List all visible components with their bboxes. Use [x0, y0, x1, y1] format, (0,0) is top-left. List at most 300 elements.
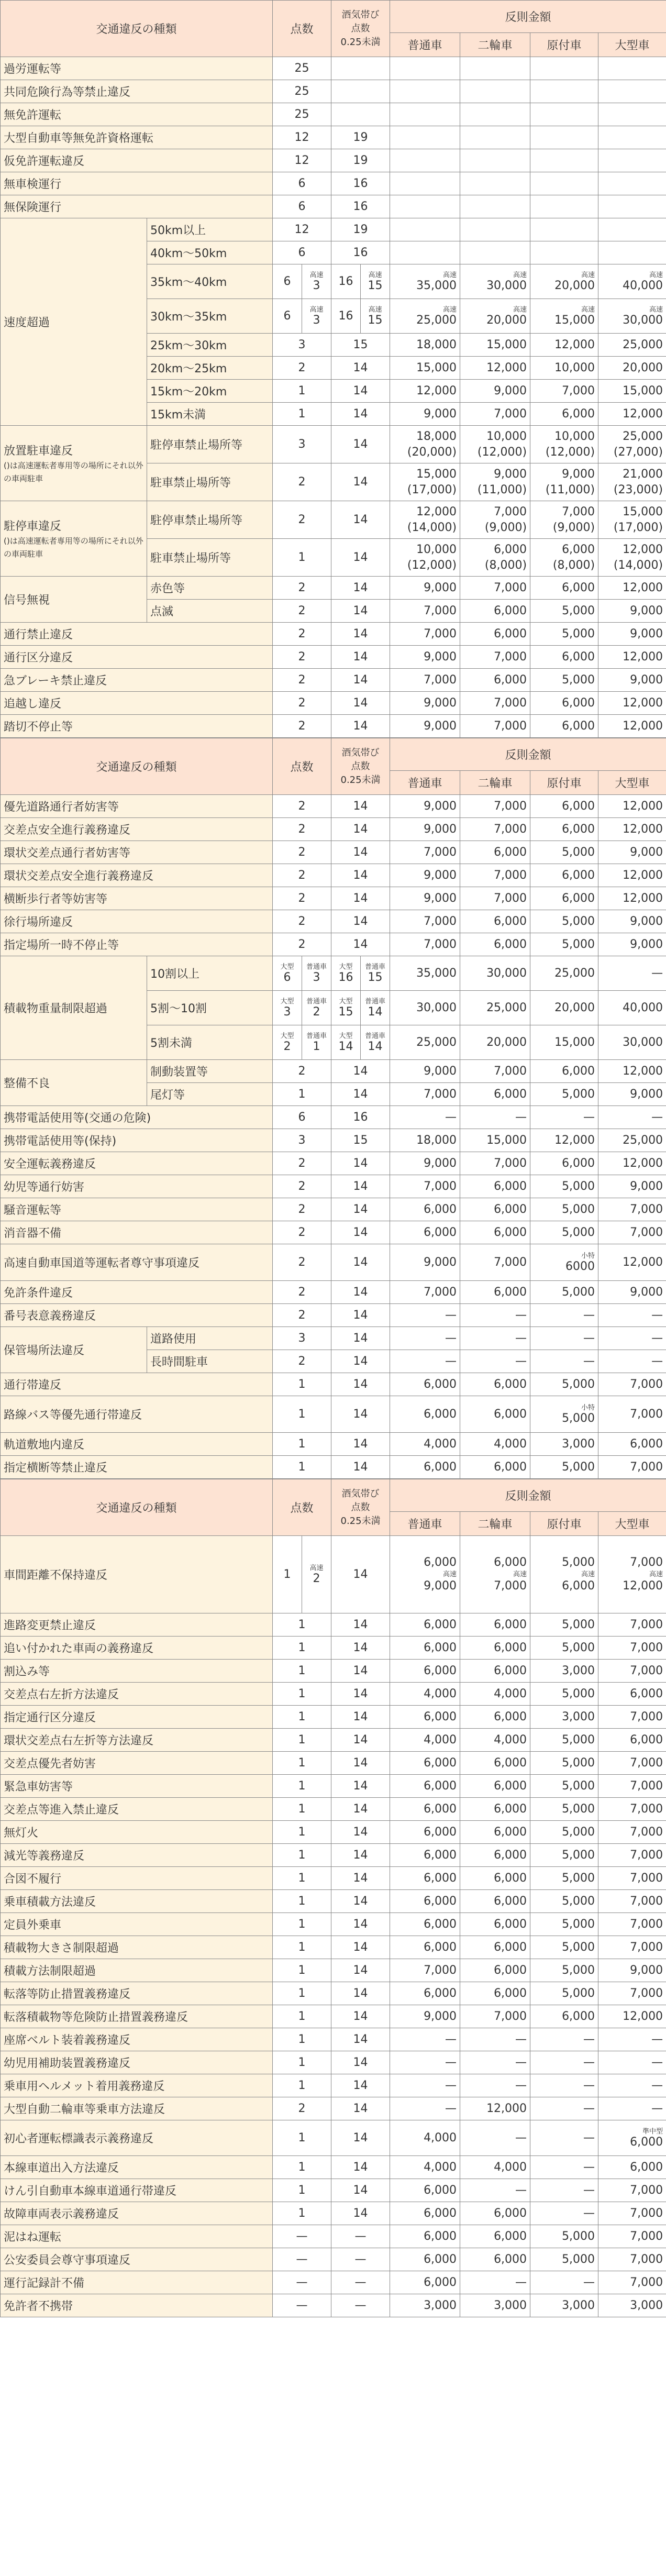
violation-name: 指定横断等禁止違反 — [1, 1456, 273, 1479]
fine-cell: 5,000 — [530, 1959, 598, 1982]
fine-cell: — — [460, 1327, 530, 1350]
fine-cell: 7,000 — [598, 1456, 666, 1479]
drunk-regular-cell: 普通車 15 — [361, 956, 390, 991]
fine-cell — [530, 57, 598, 80]
drunk-points-cell: 14 — [331, 1936, 390, 1959]
fine-cell: 5,000 — [530, 1683, 598, 1706]
fine-cell: 6,000 — [390, 1821, 460, 1844]
violation-name: 幼児等通行妨害 — [1, 1175, 273, 1198]
drunk-points-cell: 14 — [331, 380, 390, 403]
fine-cell: 6,000 — [390, 1936, 460, 1959]
fine-cell: 3,000 — [530, 1660, 598, 1683]
fine-cell: 12,000 — [598, 692, 666, 715]
violation-sub: 5割未満 — [147, 1025, 273, 1060]
table-row — [1, 841, 666, 864]
points-cell: 1 — [273, 1821, 331, 1844]
table-row — [1, 218, 666, 241]
fine-cell: — — [598, 956, 666, 991]
fine-cell — [598, 57, 666, 80]
table-row — [1, 1959, 666, 1982]
fine-cell: 7,000 (9,000) — [460, 501, 530, 539]
table-row — [1, 2202, 666, 2225]
table-row — [1, 1683, 666, 1706]
fine-cell: 12,000 — [598, 864, 666, 887]
drunk-points-cell: 14 — [331, 887, 390, 910]
table-row — [1, 1106, 666, 1129]
fine-cell: 9,000 — [390, 715, 460, 738]
violation-name: 乗車用ヘルメット着用義務違反 — [1, 2074, 273, 2097]
points-cell: 1 — [273, 1433, 331, 1456]
drunk-points-cell: 16 — [331, 241, 390, 264]
violation-sub: 尾灯等 — [147, 1083, 273, 1106]
violation-name: 交差点等進入禁止違反 — [1, 1798, 273, 1821]
drunk-points-cell: 16 — [331, 1106, 390, 1129]
points-cell: 2 — [273, 501, 331, 539]
table-row — [1, 1613, 666, 1637]
table-row — [1, 1175, 666, 1198]
points-cell: 6 — [273, 241, 331, 264]
fine-cell: 6,000 — [598, 2156, 666, 2179]
violation-name: 指定場所一時不停止等 — [1, 933, 273, 956]
drunk-points-cell: — — [331, 2225, 390, 2248]
table-row — [1, 195, 666, 218]
violation-name: 消音器不備 — [1, 1221, 273, 1244]
points-cell: 2 — [273, 715, 331, 738]
header-large: 大型車 — [598, 33, 666, 57]
fine-cell: 6,000 — [460, 1798, 530, 1821]
fine-cell: 小特 6000 — [530, 1244, 598, 1281]
fine-cell: 6,000 — [460, 623, 530, 646]
drunk-points-cell: 14 — [331, 1959, 390, 1982]
points-cell: — — [273, 2294, 331, 2317]
fine-cell: 7,000 — [390, 600, 460, 623]
fine-cell: 4,000 — [390, 1683, 460, 1706]
fine-cell: 7,000 — [390, 1175, 460, 1198]
drunk-points-cell: 16 — [331, 264, 361, 299]
fine-cell: 6,000 — [530, 2005, 598, 2028]
table-row — [1, 1913, 666, 1936]
fine-cell: 5,000 — [530, 841, 598, 864]
table-row — [1, 2097, 666, 2120]
fine-cell: 9,000 (11,000) — [460, 463, 530, 501]
drunk-points-cell: 14 — [331, 600, 390, 623]
drunk-points-cell: 15 — [331, 334, 390, 357]
fine-cell: 9,000 — [390, 818, 460, 841]
fine-cell: — — [598, 2074, 666, 2097]
fine-cell: 6,000 — [460, 1637, 530, 1660]
fine-cell: 高速 15,000 — [530, 299, 598, 334]
drunk-points-cell — [331, 80, 390, 103]
table-row — [1, 2005, 666, 2028]
fine-cell: — — [530, 2051, 598, 2074]
table-row — [1, 172, 666, 195]
fine-cell: 20,000 — [598, 357, 666, 380]
drunk-points-cell: 14 — [331, 818, 390, 841]
violation-name: 乗車積載方法違反 — [1, 1890, 273, 1913]
drunk-points-cell — [331, 57, 390, 80]
table-row — [1, 818, 666, 841]
points-cell: 1 — [273, 1613, 331, 1637]
fine-cell: 7,000 — [598, 1373, 666, 1396]
fine-cell: 9,000 — [390, 577, 460, 600]
fine-cell: 6,000 — [460, 1281, 530, 1304]
fine-cell: 6,000 — [530, 818, 598, 841]
violation-name: 減光等義務違反 — [1, 1844, 273, 1867]
violation-note: ()は高速運転者専用等の場所にそれ以外の車両駐車 — [4, 536, 143, 559]
fine-cell: 6,000 — [530, 795, 598, 818]
fine-cell: 7,000 — [598, 1706, 666, 1729]
fine-cell: 9,000 — [598, 600, 666, 623]
drunk-points-cell: 14 — [331, 2202, 390, 2225]
drunk-points-cell: 14 — [331, 1536, 390, 1613]
points-cell: 1 — [273, 1936, 331, 1959]
header-moto: 二輪車 — [460, 33, 530, 57]
fine-cell: — — [530, 2028, 598, 2051]
drunk-points-cell: 14 — [331, 501, 390, 539]
table-row — [1, 1304, 666, 1327]
violation-sub: 10割以上 — [147, 956, 273, 991]
violation-name: 初心者運転標識表示義務違反 — [1, 2120, 273, 2156]
header-moto: 二輪車 — [460, 771, 530, 795]
fine-cell: 7,000 — [598, 1752, 666, 1775]
table-row — [1, 692, 666, 715]
fine-cell: 4,000 — [460, 1433, 530, 1456]
violation-name: 放置駐車違反 — [4, 445, 73, 458]
points-cell: 2 — [273, 1350, 331, 1373]
table-row — [1, 1281, 666, 1304]
fine-cell: 6,000 — [460, 1175, 530, 1198]
fine-cell — [460, 172, 530, 195]
violation-name: 無免許運転 — [1, 103, 273, 126]
points-cell: 1 — [273, 1396, 331, 1433]
drunk-points-cell: 14 — [331, 933, 390, 956]
fine-cell: 7,000 — [598, 2225, 666, 2248]
fine-cell: 高速 30,000 — [460, 264, 530, 299]
points-cell: 1 — [273, 1637, 331, 1660]
drunk-points-cell: 14 — [331, 910, 390, 933]
violation-name: 大型自動二輪車等乗車方法違反 — [1, 2097, 273, 2120]
fine-cell: — — [530, 2120, 598, 2156]
violation-name: 免許者不携帯 — [1, 2294, 273, 2317]
header-drunk: 酒気帯び 点数 0.25未満 — [331, 738, 390, 795]
fine-cell: — — [530, 1350, 598, 1373]
points-cell: 3 — [273, 1129, 331, 1152]
drunk-points-cell: 14 — [331, 669, 390, 692]
fine-cell: 40,000 — [598, 991, 666, 1025]
header-large: 大型車 — [598, 1512, 666, 1536]
fine-cell: 6,000 — [460, 600, 530, 623]
fine-cell: 6,000 — [390, 1221, 460, 1244]
drunk-points-cell: 14 — [331, 1637, 390, 1660]
fine-cell: 7,000 — [460, 887, 530, 910]
fine-cell: 6,000 — [460, 1913, 530, 1936]
fine-cell: 15,000 (17,000) — [390, 463, 460, 501]
points-cell: 25 — [273, 57, 331, 80]
table-row — [1, 2271, 666, 2294]
points-large-cell: 大型 2 — [273, 1025, 302, 1060]
fine-cell: — — [598, 2097, 666, 2120]
drunk-points-cell: 16 — [331, 299, 361, 334]
fine-cell: 3,000 — [530, 1706, 598, 1729]
fine-cell — [530, 126, 598, 149]
fine-cell: — — [460, 2120, 530, 2156]
drunk-large-cell: 大型 15 — [331, 991, 361, 1025]
violation-name: 合図不履行 — [1, 1867, 273, 1890]
fine-cell: 6,000 — [460, 1752, 530, 1775]
table-row — [1, 669, 666, 692]
violation-sub: 40km～50km — [147, 241, 273, 264]
drunk-points-cell: 14 — [331, 1913, 390, 1936]
fine-cell: 6,000 — [460, 1890, 530, 1913]
header-fine: 反則金額 — [390, 1, 666, 33]
drunk-points-cell: 14 — [331, 1683, 390, 1706]
points-cell: 1 — [273, 403, 331, 426]
fine-cell: 7,000 — [460, 818, 530, 841]
drunk-points-cell: 14 — [331, 1281, 390, 1304]
drunk-points-cell: 14 — [331, 577, 390, 600]
fine-cell: 7,000 — [598, 1936, 666, 1959]
fine-cell: 7,000 — [598, 1613, 666, 1637]
fine-cell: 6,000 — [530, 1060, 598, 1083]
points-large-cell: 大型 3 — [273, 991, 302, 1025]
violation-name: 安全運転義務違反 — [1, 1152, 273, 1175]
drunk-points-cell: 19 — [331, 126, 390, 149]
fine-cell: 7,000 — [390, 1083, 460, 1106]
table-row — [1, 426, 666, 463]
points-cell: 2 — [273, 463, 331, 501]
table-row — [1, 2294, 666, 2317]
fine-cell: 6,000 — [390, 1660, 460, 1683]
fine-cell: 7,000 — [598, 2179, 666, 2202]
fine-cell: 9,000 — [598, 1175, 666, 1198]
fine-cell: 15,000 — [530, 1025, 598, 1060]
drunk-expressway-cell: 高速 15 — [361, 299, 390, 334]
fine-cell: — — [390, 2051, 460, 2074]
violation-name: 仮免許運転違反 — [1, 149, 273, 172]
fine-cell: 5,000 — [530, 669, 598, 692]
points-cell: 2 — [273, 577, 331, 600]
drunk-points-cell: 14 — [331, 1060, 390, 1083]
fine-cell: 12,000 — [598, 403, 666, 426]
fine-cell: — — [460, 1350, 530, 1373]
table-row — [1, 1152, 666, 1175]
points-cell: 25 — [273, 103, 331, 126]
fine-cell: 6,000 — [460, 1959, 530, 1982]
points-cell: 2 — [273, 2097, 331, 2120]
fine-cell: 6,000 — [460, 1660, 530, 1683]
fine-cell: 7,000 — [598, 1821, 666, 1844]
fine-cell: — — [460, 2179, 530, 2202]
fine-cell: 7,000 — [598, 2202, 666, 2225]
drunk-points-cell: 14 — [331, 646, 390, 669]
drunk-points-cell: 14 — [331, 1396, 390, 1433]
points-cell: 1 — [273, 1660, 331, 1683]
drunk-points-cell: 14 — [331, 1867, 390, 1890]
fine-cell: 5,000 — [530, 1281, 598, 1304]
points-cell: 1 — [273, 539, 331, 577]
fine-cell: 6,000 — [460, 841, 530, 864]
fine-cell: 25,000 — [598, 1129, 666, 1152]
fine-cell — [598, 218, 666, 241]
fine-cell: 5,000 — [530, 600, 598, 623]
drunk-points-cell: 14 — [331, 1433, 390, 1456]
fine-cell: 4,000 — [460, 1729, 530, 1752]
fine-cell — [530, 149, 598, 172]
points-cell: 1 — [273, 2120, 331, 2156]
table-row — [1, 1221, 666, 1244]
fine-cell: 7,000 — [598, 1637, 666, 1660]
fine-cell: 7,000 — [390, 910, 460, 933]
fine-cell: 9,000 — [598, 910, 666, 933]
fine-cell: 5,000 — [530, 1373, 598, 1396]
violation-name: 高速自動車国道等運転者尊守事項違反 — [1, 1244, 273, 1281]
fine-cell: 6,000 — [390, 2225, 460, 2248]
fine-cell: 5,000 — [530, 1221, 598, 1244]
violation-name: 大型自動車等無免許資格運転 — [1, 126, 273, 149]
violation-name: 免許条件違反 — [1, 1281, 273, 1304]
fine-cell: 6,000 — [390, 1706, 460, 1729]
points-cell: 12 — [273, 218, 331, 241]
fine-cell: 9,000 — [390, 1244, 460, 1281]
points-cell: 1 — [273, 1456, 331, 1479]
fine-cell: 30,000 — [598, 1025, 666, 1060]
fine-cell: 7,000 — [460, 2005, 530, 2028]
fine-cell: 7,000 — [390, 669, 460, 692]
violation-name: 指定通行区分違反 — [1, 1706, 273, 1729]
fine-cell: — — [460, 1106, 530, 1129]
table-row — [1, 887, 666, 910]
fine-cell: 18,000 — [390, 334, 460, 357]
table-row — [1, 2074, 666, 2097]
fine-cell: 12,000 — [530, 334, 598, 357]
fine-cell: 7,000 — [598, 1660, 666, 1683]
fine-cell: 6,000 — [530, 692, 598, 715]
table-row — [1, 933, 666, 956]
fine-cell: 7,000 — [460, 864, 530, 887]
points-cell: 1 — [273, 1913, 331, 1936]
drunk-points-cell: — — [331, 2248, 390, 2271]
points-cell: 1 — [273, 2202, 331, 2225]
drunk-points-cell: 16 — [331, 195, 390, 218]
points-expressway-cell: 高速 2 — [302, 1536, 331, 1613]
fine-cell: 5,000 — [530, 1982, 598, 2005]
violation-sub: 35km～40km — [147, 264, 273, 299]
violation-name: 追越し違反 — [1, 692, 273, 715]
fine-cell: 15,000 — [598, 380, 666, 403]
fine-cell: 7,000 — [460, 692, 530, 715]
table-row — [1, 1433, 666, 1456]
points-cell: 12 — [273, 126, 331, 149]
fine-cell — [390, 241, 460, 264]
fine-cell: 高速 20,000 — [460, 299, 530, 334]
violation-name: 路線バス等優先通行帯違反 — [1, 1396, 273, 1433]
points-cell: 2 — [273, 887, 331, 910]
drunk-points-cell: 14 — [331, 1456, 390, 1479]
violation-name: 幼児用補助装置義務違反 — [1, 2051, 273, 2074]
drunk-points-cell: 14 — [331, 623, 390, 646]
drunk-points-cell: 14 — [331, 1775, 390, 1798]
table-row — [1, 1244, 666, 1281]
fine-cell: — — [390, 1327, 460, 1350]
table-row — [1, 956, 666, 991]
points-cell: 2 — [273, 1244, 331, 1281]
points-cell: 2 — [273, 623, 331, 646]
fine-cell: 12,000 — [598, 646, 666, 669]
fine-cell: 7,000 — [460, 577, 530, 600]
drunk-points-cell: 14 — [331, 1244, 390, 1281]
violation-name: 緊急車妨害等 — [1, 1775, 273, 1798]
drunk-points-cell: 14 — [331, 357, 390, 380]
header-car: 普通車 — [390, 1512, 460, 1536]
fine-cell: 5,000 — [530, 1752, 598, 1775]
fine-cell — [530, 218, 598, 241]
fine-cell: 20,000 — [460, 1025, 530, 1060]
fine-cell — [598, 149, 666, 172]
points-cell: — — [273, 2225, 331, 2248]
fine-cell: 6,000 — [530, 646, 598, 669]
drunk-points-cell: 14 — [331, 1083, 390, 1106]
fine-cell: 12,000 — [598, 887, 666, 910]
table-row — [1, 1060, 666, 1083]
table-row — [1, 1821, 666, 1844]
violation-name: 故障車両表示義務違反 — [1, 2202, 273, 2225]
drunk-points-cell: 14 — [331, 1660, 390, 1683]
fine-cell: 6,000 — [390, 1798, 460, 1821]
violation-name: 保管場所法違反 — [4, 1344, 85, 1357]
fine-cell: 4,000 — [390, 2120, 460, 2156]
fine-cell: 6,000 — [460, 1613, 530, 1637]
violation-name: 携帯電話使用等(保持) — [1, 1129, 273, 1152]
header-moped: 原付車 — [530, 1512, 598, 1536]
drunk-points-cell: 14 — [331, 2005, 390, 2028]
violation-name: 定員外乗車 — [1, 1913, 273, 1936]
fine-cell: 6,000 高速 7,000 — [460, 1536, 530, 1613]
points-cell: 6 — [273, 264, 302, 299]
fine-cell: 12,000 — [598, 1060, 666, 1083]
table-row — [1, 1890, 666, 1913]
table-row — [1, 577, 666, 600]
points-cell: 1 — [273, 2156, 331, 2179]
fine-cell: 6,000 — [390, 1456, 460, 1479]
drunk-points-cell: 14 — [331, 1373, 390, 1396]
violation-name: 転落積載物等危険防止措置義務違反 — [1, 2005, 273, 2028]
fine-cell: 5,000 — [530, 933, 598, 956]
header-fine: 反則金額 — [390, 738, 666, 771]
fine-cell: 6,000 — [390, 1752, 460, 1775]
points-cell: 2 — [273, 357, 331, 380]
drunk-regular-cell: 普通車 14 — [361, 991, 390, 1025]
fine-cell — [598, 195, 666, 218]
fine-cell: 6,000 — [530, 887, 598, 910]
fine-cell: 5,000 — [530, 1890, 598, 1913]
fine-cell — [530, 80, 598, 103]
points-cell: 1 — [273, 1959, 331, 1982]
fine-cell: 5,000 — [530, 1637, 598, 1660]
drunk-points-cell: 14 — [331, 2156, 390, 2179]
table-row — [1, 80, 666, 103]
fine-cell: 6,000 — [390, 1982, 460, 2005]
fine-cell: 7,000 — [460, 795, 530, 818]
table-row — [1, 1660, 666, 1683]
fine-cell: 4,000 — [390, 1729, 460, 1752]
fine-cell: 18,000 (20,000) — [390, 426, 460, 463]
drunk-points-cell: 14 — [331, 864, 390, 887]
fine-cell — [390, 103, 460, 126]
points-cell: 1 — [273, 1536, 302, 1613]
violation-sub: 制動装置等 — [147, 1060, 273, 1083]
drunk-points-cell: 14 — [331, 2097, 390, 2120]
fine-cell: 高速 25,000 — [390, 299, 460, 334]
